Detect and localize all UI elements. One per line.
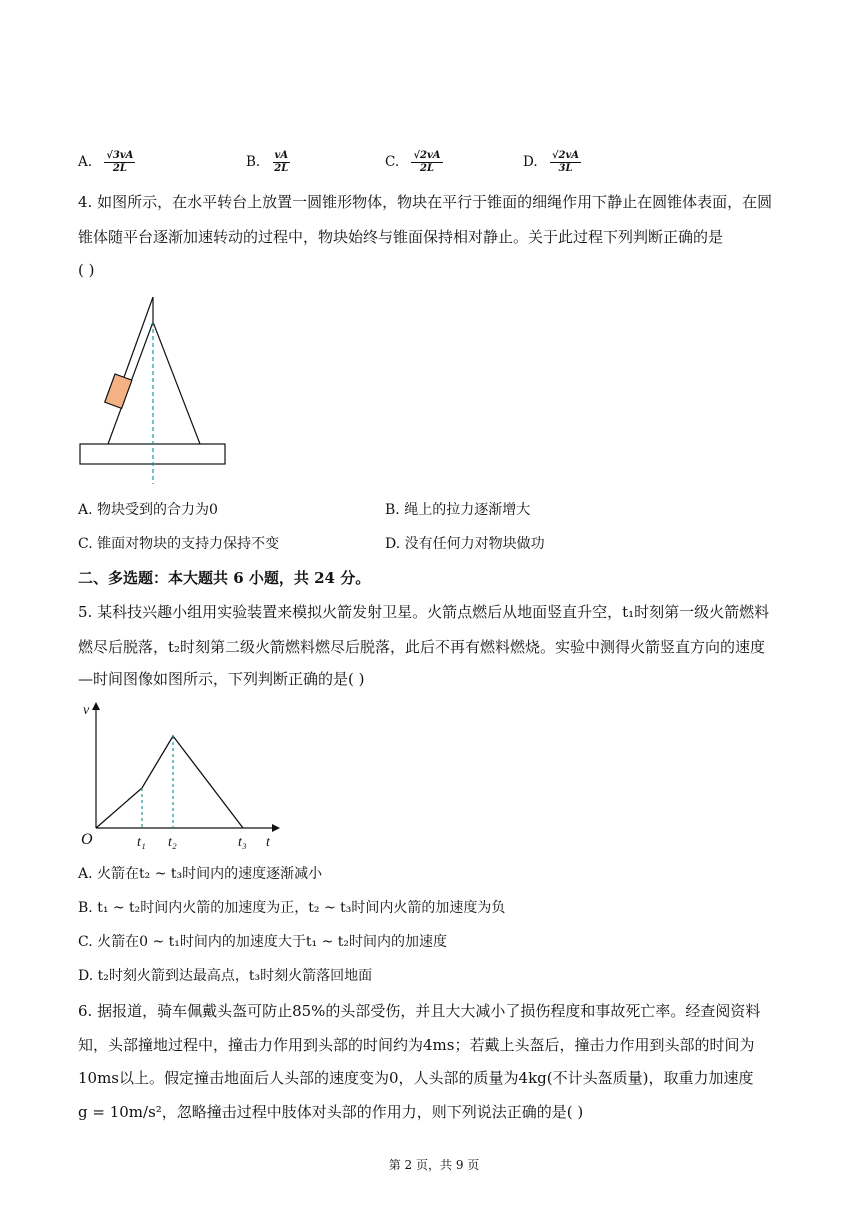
denominator: 2L	[274, 163, 289, 174]
numerator: vA	[274, 150, 289, 161]
denominator: 2L	[112, 163, 127, 174]
x-tick-label: t₂	[168, 835, 177, 850]
y-axis-arrow	[92, 702, 100, 710]
fraction	[273, 150, 291, 175]
q6-stem-line-2: 知，头部撞地过程中，撞击力作用到头部的时间约为4ms；若戴上头盔后，撞击力作用到头部的时间为	[78, 1036, 755, 1054]
vt-chart	[78, 700, 278, 850]
option-label: B.	[246, 154, 261, 170]
velocity-line	[96, 736, 243, 828]
denominator: 3L	[558, 163, 573, 174]
fraction	[550, 150, 581, 175]
x-axis-arrow	[272, 824, 280, 832]
numerator: √2vA	[413, 150, 441, 161]
turntable	[80, 444, 225, 464]
fraction	[411, 150, 442, 175]
q4-option-c: C. 锥面对物块的支持力保持不变	[78, 536, 280, 552]
option-label: C.	[385, 154, 400, 170]
option-label: A.	[78, 154, 93, 170]
x-tick-label: t₃	[238, 835, 247, 850]
cone-diagram	[78, 292, 238, 492]
q4-option-b: B. 绳上的拉力逐渐增大	[385, 502, 531, 518]
section-heading: 二、多选题：本大题共 6 小题，共 24 分。	[78, 569, 371, 587]
numerator: √2vA	[551, 150, 580, 161]
numerator: √3vA	[106, 150, 134, 161]
q6-stem-line-3: 10ms以上。假定撞击地面后人头部的速度变为0，人头部的质量为4kg(不计头盔质量)，取重力加速度	[78, 1069, 754, 1087]
block	[105, 374, 132, 408]
q3-option-a	[78, 150, 135, 175]
page-footer: 第 2 页，共 9 页	[388, 1158, 480, 1172]
q5-option-c: C. 火箭在0 ~ t₁时间内的加速度大于t₁ ~ t₂时间内的加速度	[78, 934, 447, 950]
q5-option-b: B. t₁ ~ t₂时间内火箭的加速度为正，t₂ ~ t₃时间内火箭的加速度为负	[78, 900, 506, 916]
x-tick-label: t₁	[137, 835, 146, 850]
denominator: 2L	[419, 163, 434, 174]
q4-option-d: D. 没有任何力对物块做功	[385, 536, 545, 552]
q5-stem-line-2: 燃尽后脱落，t₂时刻第二级火箭燃料燃尽后脱落，此后不再有燃料燃烧。实验中测得火箭竖直方向的速度	[78, 638, 766, 656]
q5-stem-line-3: —时间图像如图所示，下列判断正确的是( )	[78, 670, 365, 688]
x-axis-label: t	[266, 835, 270, 850]
q4-stem-line-1: 4. 如图所示，在水平转台上放置一圆锥形物体，物块在平行于锥面的细绳作用下静止在圆锥体表面，在圆	[78, 193, 773, 211]
q4-answer-blank: ( )	[78, 261, 95, 279]
fraction	[104, 150, 135, 175]
origin-label: O	[81, 831, 93, 848]
y-axis-label: v	[83, 703, 90, 718]
q6-stem-line-1: 6. 据报道，骑车佩戴头盔可防止85%的头部受伤，并且大大减小了损伤程度和事故死亡率。经查阅资料	[78, 1002, 761, 1020]
q6-stem-line-4: g = 10m/s²，忽略撞击过程中肢体对头部的作用力，则下列说法正确的是( )	[78, 1103, 584, 1121]
q3-option-b	[246, 150, 290, 175]
option-label: D.	[523, 154, 538, 170]
q5-option-a: A. 火箭在t₂ ~ t₃时间内的速度逐渐减小	[78, 866, 323, 882]
q3-option-d	[523, 150, 581, 175]
string	[123, 297, 153, 380]
q5-stem-line-1: 5. 某科技兴趣小组用实验装置来模拟火箭发射卫星。火箭点燃后从地面竖直升空，t₁时刻第一级火箭燃料	[78, 603, 770, 621]
q5-option-d: D. t₂时刻火箭到达最高点，t₃时刻火箭落回地面	[78, 968, 373, 984]
q3-option-c	[385, 150, 443, 175]
q4-option-a: A. 物块受到的合力为0	[78, 502, 218, 518]
q4-stem-line-2: 锥体随平台逐渐加速转动的过程中，物块始终与锥面保持相对静止。关于此过程下列判断正确的是	[78, 228, 724, 246]
